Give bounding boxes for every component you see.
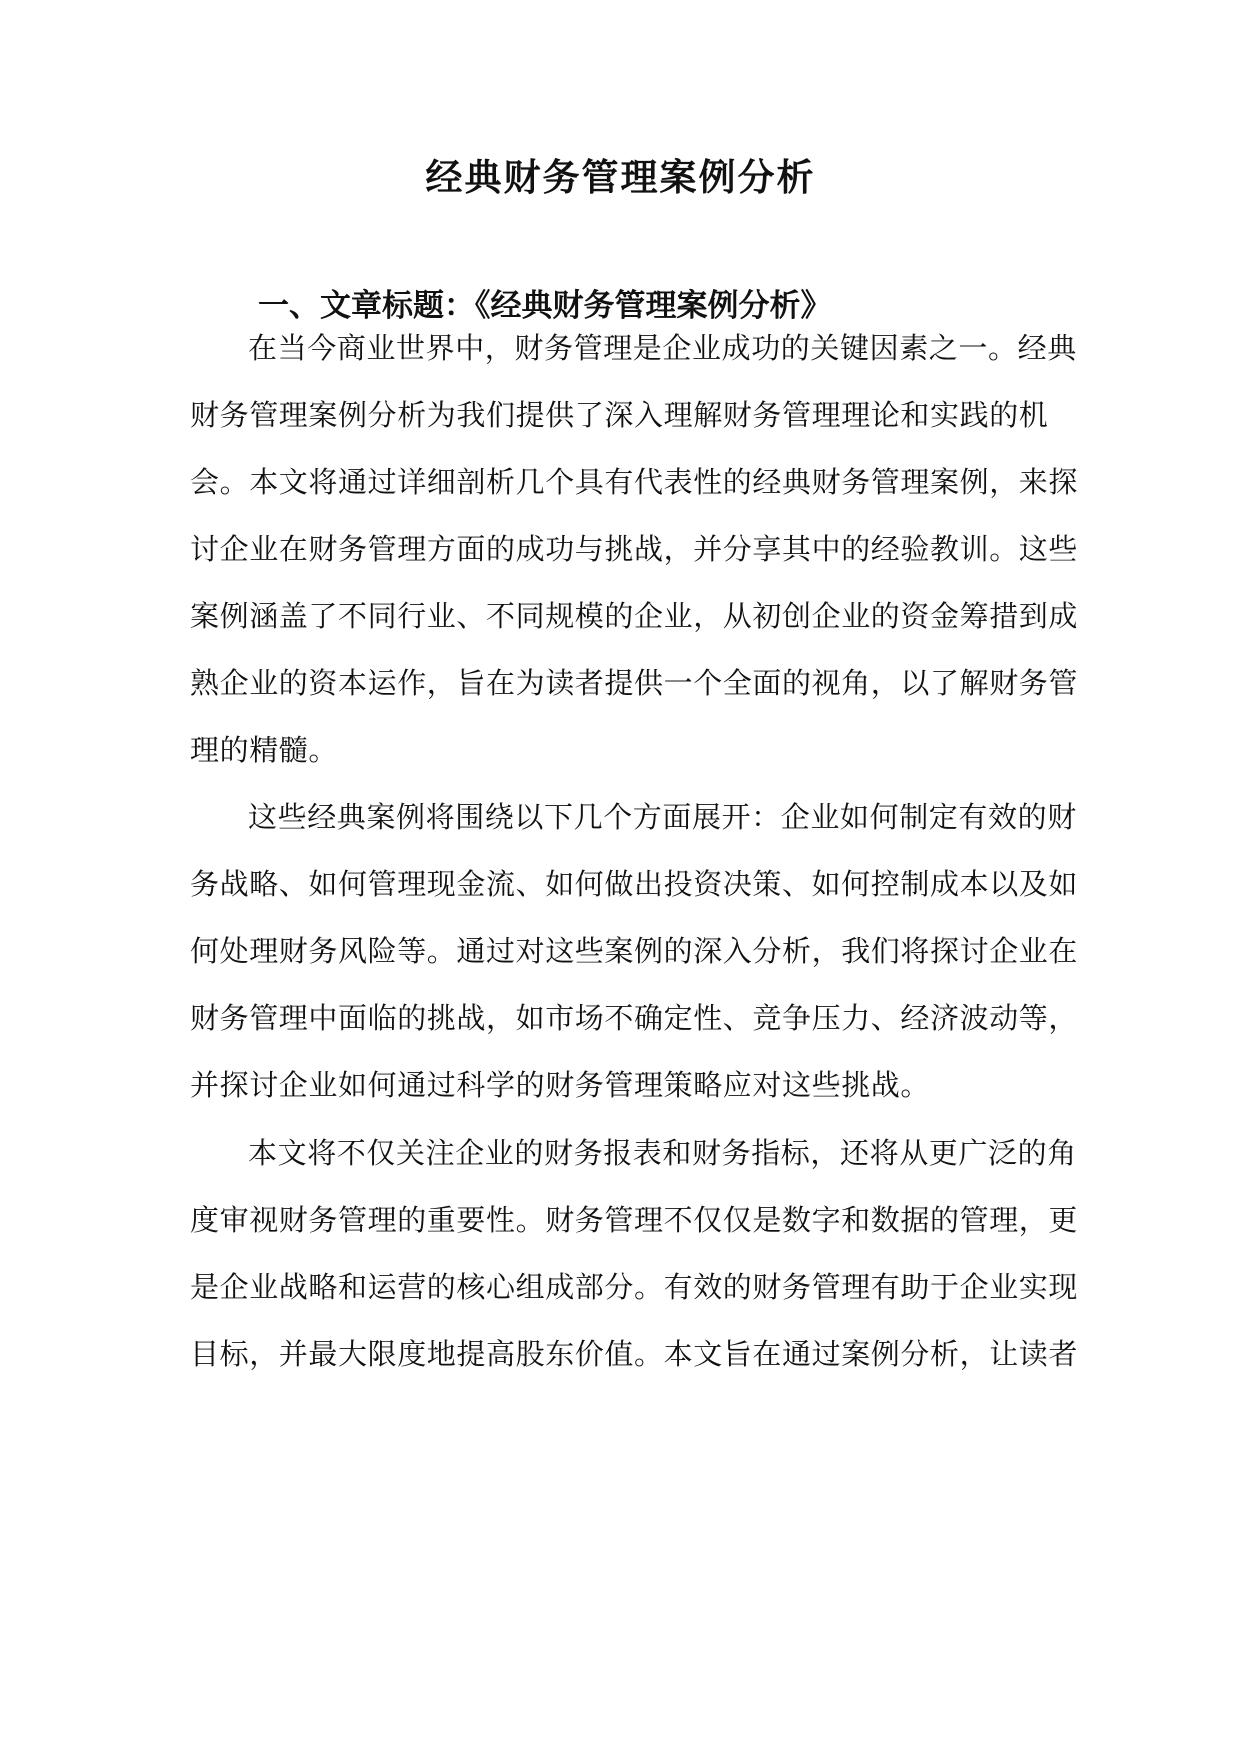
paragraph-2-line-1: 这些经典案例将围绕以下几个方面展开：企业如何制定有效的财: [248, 800, 1077, 834]
paragraph-1-line-6: 熟企业的资本运作，旨在为读者提供一个全面的视角，以了解财务管: [190, 666, 1079, 700]
section-heading: 一、文章标题：《经典财务管理案例分析》: [258, 288, 832, 324]
paragraph-3-line-3: 是企业战略和运营的核心组成部分。有效的财务管理有助于企业实现: [190, 1270, 1079, 1304]
paragraph-2-line-3: 何处理财务风险等。通过对这些案例的深入分析，我们将探讨企业在: [190, 934, 1079, 968]
page-title: 经典财务管理案例分析: [425, 155, 816, 199]
paragraph-2-line-2: 务战略、如何管理现金流、如何做出投资决策、如何控制成本以及如: [190, 867, 1079, 901]
paragraph-1-line-3: 会。本文将通过详细剖析几个具有代表性的经典财务管理案例，来探: [190, 465, 1079, 499]
paragraph-2-line-4: 财务管理中面临的挑战，如市场不确定性、竞争压力、经济波动等，: [190, 1001, 1079, 1035]
paragraph-3-line-4: 目标，并最大限度地提高股东价值。本文旨在通过案例分析，让读者: [190, 1337, 1079, 1371]
paragraph-2-line-5: 并探讨企业如何通过科学的财务管理策略应对这些挑战。: [190, 1068, 931, 1102]
paragraph-1-line-2: 财务管理案例分析为我们提供了深入理解财务管理理论和实践的机: [190, 398, 1049, 432]
paragraph-1-line-4: 讨企业在财务管理方面的成功与挑战，并分享其中的经验教训。这些: [190, 532, 1079, 566]
paragraph-1-line-7: 理的精髓。: [190, 733, 339, 767]
paragraph-1-line-1: 在当今商业世界中，财务管理是企业成功的关键因素之一。经典: [248, 331, 1077, 365]
paragraph-3-line-1: 本文将不仅关注企业的财务报表和财务指标，还将从更广泛的角: [248, 1136, 1077, 1170]
paragraph-3-line-2: 度审视财务管理的重要性。财务管理不仅仅是数字和数据的管理，更: [190, 1203, 1079, 1237]
paragraph-1-line-5: 案例涵盖了不同行业、不同规模的企业，从初创企业的资金筹措到成: [190, 599, 1079, 633]
